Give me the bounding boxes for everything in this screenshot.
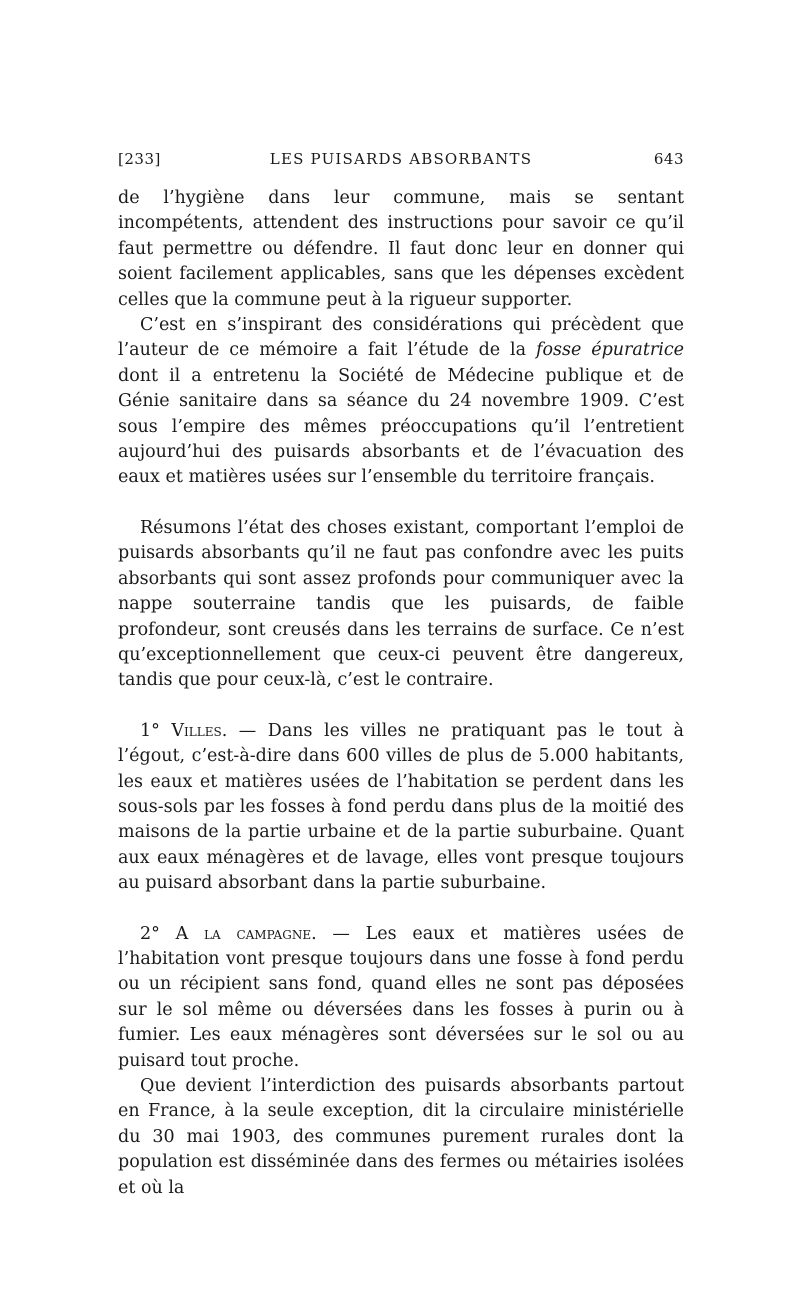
paragraph-resumons: Résumons l’état des choses existant, comportant l’emploi de puisards absorbants qu’il ne faut pas confondre avec les puits absorbants qui sont assez profonds pour communiquer avec la nappe souterraine tandis que les puisards, de faible profondeur, sont creusés dans les terrains de surface. Ce n’est qu’exceptionnellement que ceux-ci peuvent être dangereux, tandis que pour ceux-là, c’est le contraire. bbox=[118, 517, 684, 691]
page-number: 643 bbox=[653, 150, 684, 168]
running-header bbox=[118, 150, 684, 174]
running-title: LES PUISARDS ABSORBANTS bbox=[269, 150, 533, 168]
paragraph-text: C’est en s’inspirant des considérations qui précèdent que l’auteur de ce mémoire a fait l’étude de la bbox=[118, 315, 684, 361]
paragraph-interdiction: Que devient l’interdiction des puisards absorbants partout en France, à la seule exception, dit la circulaire ministérielle du 30 mai 1903, des communes purement rurales dont la population est disséminée dans des fermes ou métairies isolées et où la bbox=[118, 1076, 684, 1198]
page-reference: [233] bbox=[118, 150, 161, 168]
paragraph-text: dont il a entretenu la Société de Médecine publique et de Génie sanitaire dans sa séance du 24 novembre 1909. C’est sous l’empire des mêmes préoccupations qu’il l’entretient aujourd’hui des puisards absorbants et de l’évacuation des eaux et matières usées sur l’ensemble du territoire français. bbox=[118, 365, 684, 488]
paragraph-fosse-epuratrice bbox=[118, 313, 684, 491]
paragraph-continuation: de l’hygiène dans leur commune, mais se sentant incompétents, attendent des instructions pour savoir ce qu’il faut permettre ou défendre. Il faut donc leur en donner qui soient facilement applicables, sans que les dépenses excèdent celles que la commune peut à la rigueur supporter. bbox=[118, 188, 684, 310]
paragraph-text: — Les eaux et matières usées de l’habitation vont presque toujours dans une fosse à fond perdu ou un récipient sans fond, quand elles ne sont pas déposées sur le sol même ou déversées dans les fosses à purin ou à fumier. Les eaux ménagères sont déversées sur le sol ou au puisard tout proche. bbox=[118, 923, 684, 1071]
paragraph-campagne bbox=[118, 922, 684, 1074]
italic-term: fosse épuratrice bbox=[535, 340, 684, 361]
body-text bbox=[118, 186, 684, 1201]
paragraph-villes bbox=[118, 719, 684, 897]
paragraph-text: — Dans les villes ne pratiquant pas le tout à l’égout, c’est-à-dire dans 600 villes de plus de 5.000 habitants, les eaux et matières usées de l’habitation se perdent dans les sous-sols par les fosses à fond perdu dans plus de la moitié des maisons de la partie urbaine et de la partie suburbaine. Quant aux eaux ménagères et de lavage, elles vont presque toujours au puisard absorbant dans la partie suburbaine. bbox=[118, 720, 684, 894]
section-heading-villes: 1° Villes. bbox=[140, 720, 228, 741]
section-heading-campagne: 2° A la campagne. bbox=[140, 923, 317, 944]
